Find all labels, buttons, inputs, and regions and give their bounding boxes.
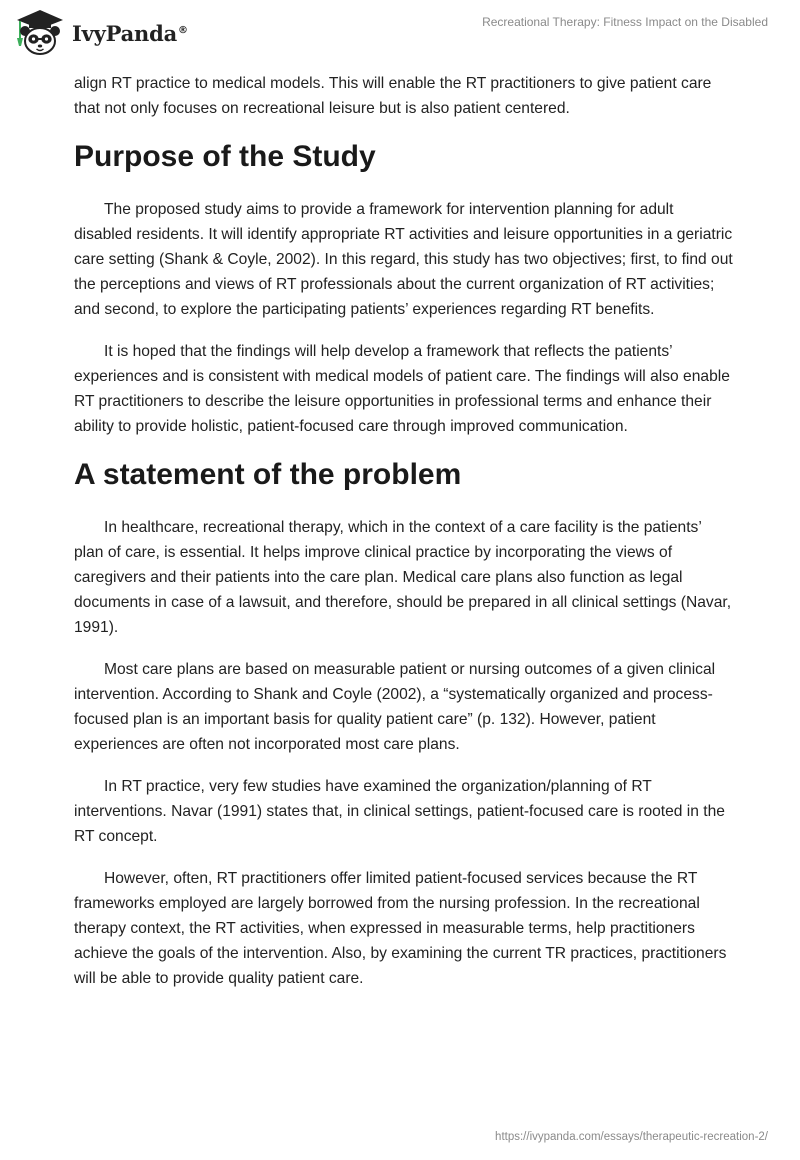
section-heading-problem: A statement of the problem	[74, 458, 462, 491]
intro-paragraph: align RT practice to medical models. This will enable the RT practitioners to give patient care that not only focuses on recreational leisure but is also patient centered.	[74, 75, 712, 117]
brand-logo[interactable]	[14, 8, 188, 56]
section-heading-purpose: Purpose of the Study	[74, 140, 376, 173]
document-title: Recreational Therapy: Fitness Impact on the Disabled	[482, 15, 768, 29]
paragraph: It is hoped that the findings will help develop a framework that reflects the patients’ experiences and is consistent with medical models of patient care. The findings will also enable RT practitioners to describe the leisure opportunities in professional terms and enhance their ability to provide holistic, patient-focused care through improved communication.	[74, 343, 730, 435]
brand-name: IvyPanda®	[72, 20, 188, 46]
paragraph: However, often, RT practitioners offer limited patient-focused services because the RT frameworks employed are largely borrowed from the nursing profession. In the recreational therapy context, the RT activities, when expressed in measurable terms, help practitioners achieve the goals of the intervention. Also, by examining the current TR practices, practitioners will be able to provide quality patient care.	[74, 870, 727, 987]
panda-graduation-cap-icon	[14, 8, 66, 56]
paragraph: In healthcare, recreational therapy, which in the context of a care facility is the patients’ plan of care, is essential. It helps improve clinical practice by incorporating the views of caregivers and their patients into the care plan. Medical care plans also function as legal documents in case of a lawsuit, and therefore, should be prepared in all clinical settings (Navar, 1991).	[74, 519, 732, 636]
paragraph: The proposed study aims to provide a framework for intervention planning for adult disabled residents. It will identify appropriate RT activities and leisure opportunities in a geriatric care setting (Shank & Coyle, 2002). In this regard, this study has two objectives; first, to find out the perceptions and views of RT professionals about the current organization of RT activities; and second, to explore the participating patients’ experiences regarding RT benefits.	[74, 201, 733, 318]
paragraph: In RT practice, very few studies have examined the organization/planning of RT interventions. Navar (1991) states that, in clinical settings, patient-focused care is rooted in the RT concept.	[74, 778, 725, 845]
paragraph: Most care plans are based on measurable patient or nursing outcomes of a given clinical intervention. According to Shank and Coyle (2002), a “systematically organized and process-focused plan is an important basis for quality patient care” (p. 132). However, patient experiences are often not incorporated most care plans.	[74, 661, 716, 753]
essay-content	[74, 71, 734, 1008]
source-url-link[interactable]: https://ivypanda.com/essays/therapeutic-recreation-2/	[495, 1131, 768, 1143]
page-header	[0, 0, 800, 64]
registered-mark: ®	[178, 24, 188, 36]
